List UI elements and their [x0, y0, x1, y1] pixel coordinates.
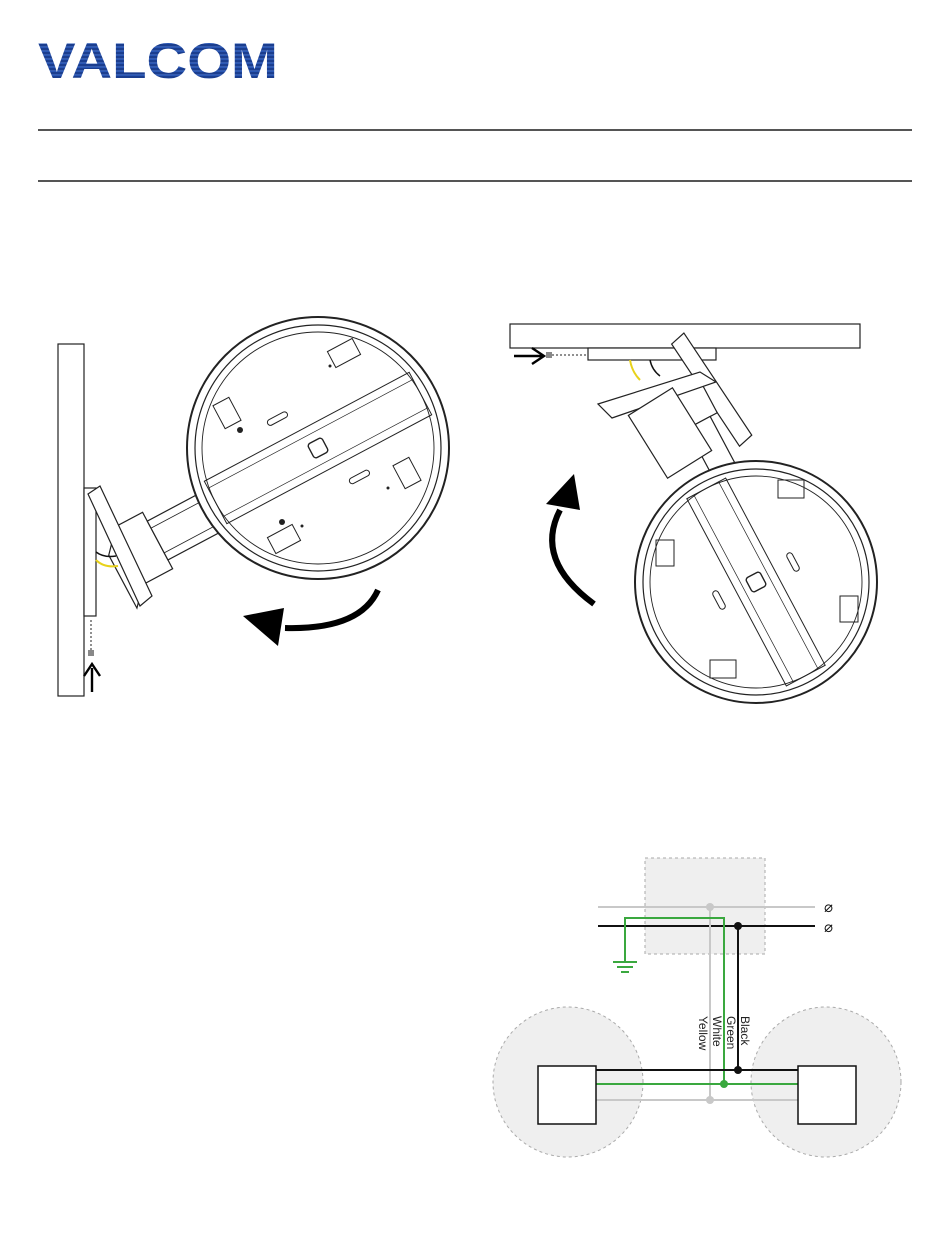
speaker-disk-right: [635, 461, 877, 703]
wall-mount-figure: [58, 317, 449, 696]
logo-wordmark: VALCOM: [38, 36, 278, 82]
label-black: Black: [738, 1016, 752, 1046]
screw-arrow-up: [84, 664, 100, 692]
label-white: White: [710, 1016, 724, 1047]
rotate-arrowhead-left: [243, 608, 284, 646]
wiring-diagram: [493, 858, 901, 1157]
ceiling-mount-figure: [510, 324, 877, 703]
rotate-arrow-left: [285, 590, 378, 628]
screw-arrow-right: [514, 348, 544, 364]
wall: [58, 344, 84, 696]
ground-symbol-icon: [613, 962, 637, 972]
rotate-arrow-right: [552, 510, 594, 604]
speaker-disk-left: [187, 317, 449, 579]
rotate-arrowhead-right: [546, 474, 580, 510]
speaker-box-right: [798, 1066, 856, 1124]
phase-symbol-1: ⌀: [824, 898, 834, 916]
label-green: Green: [724, 1016, 738, 1050]
label-yellow: Yellow: [696, 1016, 710, 1051]
speaker-box-left: [538, 1066, 596, 1124]
screw: [88, 650, 94, 656]
phase-symbol-2: ⌀: [824, 918, 834, 936]
